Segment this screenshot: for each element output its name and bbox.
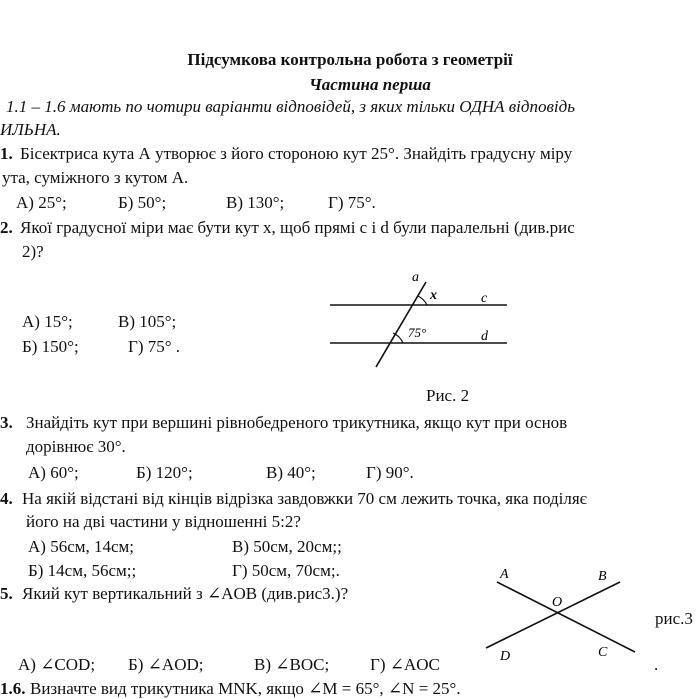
figure-3-caption: рис.3: [655, 609, 693, 628]
q5-number: 5.: [0, 584, 13, 603]
label-D: D: [500, 649, 511, 664]
q1-option-b[interactable]: Б) 50°;: [118, 193, 167, 212]
q4-text-line-2: його на дві частини у відношенні 5:2?: [26, 512, 301, 531]
instruction-line-2: ИЛЬНА.: [0, 120, 61, 139]
q4-option-d[interactable]: Г) 50см, 70см;.: [232, 561, 340, 580]
q6-number: 1.6.: [0, 679, 26, 698]
label-A: A: [500, 567, 509, 582]
instruction-line-1: 1.1 – 1.6 мають по чотири варіанти відповідей, з яких тільки ОДНА відповідь: [6, 97, 575, 116]
line-bd: [486, 582, 620, 648]
q1-text-line-1: Бісектриса кута А утворює з його стороною кут 25°. Знайдіть градусну міру: [20, 144, 573, 163]
q4-number: 4.: [0, 489, 13, 508]
q5-option-a[interactable]: А) ∠COD;: [18, 655, 96, 674]
label-O: O: [552, 595, 563, 610]
page-subtitle: Частина перша: [309, 75, 431, 94]
q3-text-line-2: дорівнює 30°.: [26, 437, 126, 456]
q5-option-d[interactable]: Г) ∠AOC: [370, 655, 440, 674]
line-ac: [497, 582, 635, 652]
q2-text-line-2: 2)?: [22, 242, 44, 261]
q2-option-a[interactable]: А) 15°;: [22, 312, 73, 331]
label-x: x: [430, 288, 437, 303]
q5-option-b[interactable]: Б) ∠AOD;: [128, 655, 204, 674]
q3-option-d[interactable]: Г) 90°.: [366, 463, 414, 482]
q2-option-c[interactable]: В) 105°;: [118, 312, 177, 331]
q3-number: 3.: [0, 413, 13, 432]
figure-2-caption: Рис. 2: [426, 386, 470, 405]
q2-number: 2.: [0, 218, 13, 237]
q6-text: Визначте вид трикутника MNK, якщо ∠M = 65°, ∠N = 25°.: [30, 679, 461, 698]
q1-option-a[interactable]: А) 25°;: [16, 193, 67, 212]
q3-text-line-1: Знайдіть кут при вершині рівнобедреного трикутника, якщо кут при основ: [26, 413, 568, 432]
q2-option-b[interactable]: Б) 150°;: [22, 337, 79, 356]
label-C: C: [598, 645, 608, 660]
label-angle-75: 75°: [408, 325, 427, 340]
q4-option-b[interactable]: Б) 14см, 56см;;: [28, 561, 137, 580]
q3-option-c[interactable]: В) 40°;: [266, 463, 316, 482]
q4-option-c[interactable]: В) 50см, 20см;;: [232, 537, 342, 556]
q3-option-b[interactable]: Б) 120°;: [136, 463, 193, 482]
q4-option-a[interactable]: А) 56см, 14см;: [28, 537, 135, 556]
q2-option-d[interactable]: Г) 75° .: [128, 337, 181, 356]
q1-text-line-2: ута, суміжного з кутом А.: [2, 168, 189, 187]
label-c: c: [481, 291, 488, 306]
q3-option-a[interactable]: А) 60°;: [28, 463, 79, 482]
q1-option-d[interactable]: Г) 75°.: [328, 193, 376, 212]
label-a: a: [412, 270, 419, 285]
q4-text-line-1: На якій відстані від кінців відрізка завдовжки 70 см лежить точка, яка поділяє: [22, 489, 587, 508]
label-d: d: [481, 329, 488, 344]
page-title: Підсумкова контрольна робота з геометрії: [187, 50, 513, 69]
figure-3-dot: .: [654, 655, 659, 674]
q5-option-c[interactable]: В) ∠BOC;: [254, 655, 330, 674]
q1-number: 1.: [0, 144, 13, 163]
q1-option-c[interactable]: В) 130°;: [226, 193, 285, 212]
q2-text-line-1: Якої градусної міри має бути кут х, щоб прямі с і d були паралельні (див.рис: [20, 218, 575, 237]
q5-text: Який кут вертикальний з ∠AOB (див.рис3.)?: [22, 584, 349, 603]
label-B: B: [598, 569, 607, 584]
